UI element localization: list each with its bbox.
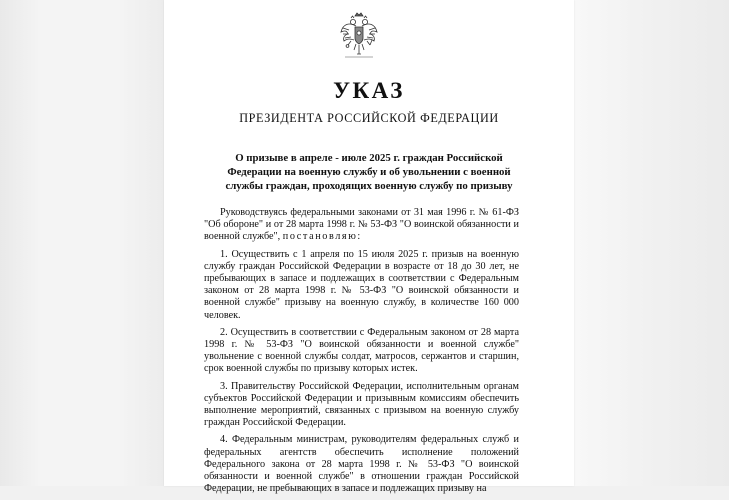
background-right <box>574 0 729 486</box>
preamble-text: Руководствуясь федеральными законами от 31 мая 1996 г. № 61-ФЗ "Об обороне" и от 28 марта 1998 г. № 53-ФЗ "О воинской обязанности и военной службе", <box>204 207 519 243</box>
decree-heading-line: службы граждан, проходящих военную службу по призыву <box>225 180 513 192</box>
russian-coat-of-arms-icon <box>339 12 379 58</box>
document-subtitle: ПРЕЗИДЕНТА РОССИЙСКОЙ ФЕДЕРАЦИИ <box>239 111 499 125</box>
decree-heading-line: Федерации на военную службу и об увольнении с военной <box>227 166 511 178</box>
document-title: УКАЗ <box>333 78 405 103</box>
decree-heading <box>184 151 554 193</box>
decree-word: постановляю: <box>282 231 362 243</box>
decree-item: 2. Осуществить в соответствии с Федеральным законом от 28 марта 1998 г. № 53-ФЗ "О воинской обязанности и военной службе" увольнение с военной службы солдат, матросов, сержантов и старшин, срок военной службы по призыву которых истек. <box>204 326 519 375</box>
document-page <box>164 0 574 495</box>
preamble-paragraph <box>204 207 519 244</box>
decree-item: 1. Осуществить с 1 апреля по 15 июля 2025 г. призыв на военную службу граждан Российской Федерации в возрасте от 18 до 30 лет, не пребывающих в запасе и подлежащих в соответствии с Федеральным законом от 28 марта 1998 г. № 53-ФЗ "О воинской обязанности и военной службе" призыву на военную службу, в количестве 160 000 человек. <box>204 248 519 321</box>
decree-item: 3. Правительству Российской Федерации, исполнительным органам субъектов Российской Федерации и призывным комиссиям обеспечить выполнение мероприятий, связанных с призывом на военную службу граждан Российской Федерации. <box>204 380 519 429</box>
decree-heading-line: О призыве в апреле - июле 2025 г. граждан Российской <box>235 152 503 164</box>
decree-item: 4. Федеральным министрам, руководителям федеральных служб и федеральных агентств обеспечить исполнение положений Федерального закона от 28 марта 1998 г. № 53-ФЗ "О воинской обязанности и военной службе" в отношении граждан Российской Федерации, не пребывающих в запасе и подлежащих призыву на <box>204 434 519 495</box>
decree-body <box>204 207 519 500</box>
